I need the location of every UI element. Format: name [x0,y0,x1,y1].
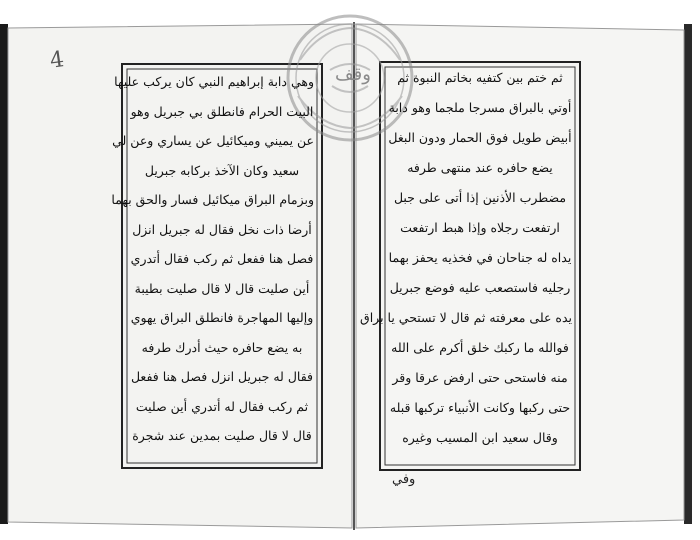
manuscript-line: قال لا قال صليت بمدين عند شجرة [132,428,312,443]
manuscript-line: ثم ركب فقال له أتدري أين صليت [135,398,309,414]
book-edge-left [0,24,8,524]
manuscript-line: وبزمام البراق ميكائيل فسار والحق بهما [111,192,314,207]
manuscript-line: فوالله ما ركبك خلق أكرم على الله [391,340,569,355]
manuscript-line: عن يميني وميكائيل عن يساري وعن لي [112,133,314,148]
folio-number: 4 [48,47,66,74]
manuscript-line: وهي دابة إبراهيم النبي كان يركب عليها [114,74,314,89]
book-edge-right [684,24,692,524]
manuscript-line: يده على معرفته ثم قال لا تستحي يا براق [360,310,572,325]
manuscript-line: أبيض طويل فوق الحمار ودون البغل [388,130,572,145]
left-page-text [111,74,314,458]
manuscript-line: أين صليت قال لا قال صليت بطيبة [134,280,310,296]
manuscript-line: يداه له جناحان في فخذيه يحفز بهما [388,250,572,265]
manuscript-line: ثم ختم بين كتفيه بخاتم النبوة ثم [397,70,563,85]
manuscript-line: أوتي بالبراق مسرجا ملجما وهو دابة [388,100,572,115]
manuscript-line: أرضا ذات نخل فقال له جبريل انزل [132,221,312,237]
right-page-text [360,70,572,460]
manuscript-line: يضع حافره عند منتهى طرفه [407,160,553,175]
manuscript-line: سعيد وكان الآخذ بركابه جبريل [144,162,300,178]
manuscript-line: مضطرب الأذنين إذا أتى على جبل [393,190,567,205]
manuscript-line: فصل هنا ففعل ثم ركب فقال أتدري [130,251,314,266]
manuscript-line: رجليه فاستصعب عليه فوضع جبريل [389,280,571,295]
manuscript-line: منه فاستحى حتى ارفض عرقا وقر [392,370,568,385]
seal-inscription: وقف [335,64,371,85]
manuscript-line: وإليها المهاجرة فانطلق البراق يهوي [130,310,314,325]
catchword: وفي [392,472,416,487]
manuscript-line: البيت الحرام فانطلق بي جبريل وهو [130,103,314,119]
manuscript-line: حتى ركبها وكانت الأنبياء تركبها قبله [389,400,571,415]
manuscript-line: ارتفعت رجلاه وإذا هبط ارتفعت [400,220,560,235]
manuscript-line: فقال له جبريل انزل فصل هنا ففعل [130,369,314,384]
manuscript-line: وقال سعيد ابن المسيب وغيره [402,430,558,445]
manuscript-line: به يضع حافره حيث أدرك طرفه [141,339,303,355]
